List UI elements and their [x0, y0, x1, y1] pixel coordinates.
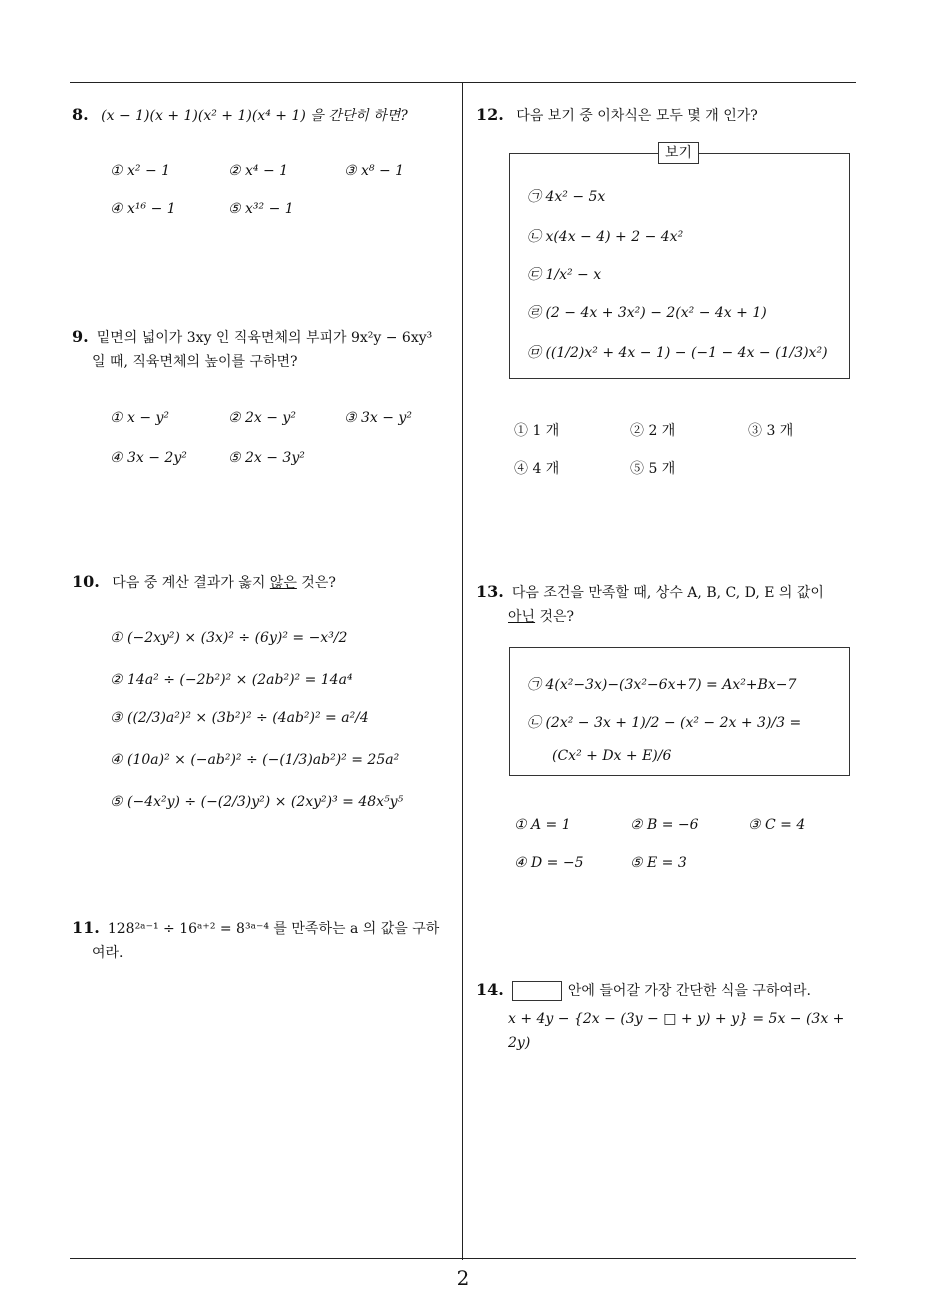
question-stem-line1: 다음 조건을 만족할 때, 상수 A, B, C, D, E 의 값이: [511, 585, 824, 601]
option-4[interactable]: ④ D = −5: [514, 855, 584, 871]
stem-underlined: 않은: [269, 575, 297, 591]
bogi-item-5: ㉤ ((1/2)x² + 4x − 1) − (−1 − 4x − (1/3)x²): [527, 345, 828, 361]
option-2[interactable]: ② 14a² ÷ (−2b²)² × (2ab²)² = 14a⁴: [110, 672, 353, 688]
question-12: [476, 103, 758, 128]
question-9: [72, 325, 457, 374]
option-3[interactable]: ③ 3x − y²: [344, 410, 412, 426]
option-3[interactable]: ③ 3 개: [748, 423, 794, 439]
question-11: [72, 916, 457, 965]
option-1[interactable]: ① A = 1: [514, 817, 571, 833]
option-4[interactable]: ④ (10a)² × (−ab²)² ÷ (−(1/3)ab²)² = 25a²: [110, 752, 400, 768]
option-5[interactable]: ⑤ (−4x²y) ÷ (−(2/3)y²) × (2xy²)³ = 48x⁵y⁵: [110, 794, 404, 810]
option-5[interactable]: ⑤ E = 3: [630, 855, 687, 871]
option-2[interactable]: ② 2x − y²: [228, 410, 296, 426]
question-equation: x + 4y − {2x − (3y − □ + y) + y} = 5x − (3x + 2y): [508, 1011, 845, 1051]
option-1[interactable]: ① x − y²: [110, 410, 170, 426]
top-rule: [70, 82, 856, 83]
condition-item-2: ㉡ (2x² − 3x + 1)/2 − (x² − 2x + 3)/3 =: [527, 715, 802, 731]
question-10: [72, 570, 336, 595]
option-4[interactable]: ④ x¹⁶ − 1: [110, 201, 176, 217]
option-3[interactable]: ③ ((2/3)a²)² × (3b²)² ÷ (4ab²)² = a²/4: [110, 710, 369, 726]
question-number: 11.: [72, 918, 100, 937]
question-number: 12.: [476, 105, 504, 124]
question-number: 9.: [72, 327, 89, 346]
bogi-item-2: ㉡ x(4x − 4) + 2 − 4x²: [527, 229, 684, 245]
question-stem: 안에 들어갈 가장 간단한 식을 구하여라.: [567, 983, 811, 999]
question-8: [72, 103, 408, 128]
page-number: 2: [456, 1266, 470, 1290]
answer-blank-box: [512, 981, 562, 1001]
bogi-item-1: ㉠ 4x² − 5x: [527, 189, 606, 205]
condition-item-2-continued: (Cx² + Dx + E)/6: [552, 748, 672, 764]
option-3[interactable]: ③ C = 4: [748, 817, 806, 833]
question-number: 14.: [476, 980, 504, 999]
option-1[interactable]: ① 1 개: [514, 423, 560, 439]
bogi-item-4: ㉣ (2 − 4x + 3x²) − 2(x² − 4x + 1): [527, 305, 767, 321]
option-4[interactable]: ④ 3x − 2y²: [110, 450, 187, 466]
stem-post: 것은?: [535, 609, 575, 625]
question-number: 13.: [476, 582, 504, 601]
stem-underlined: 아닌: [508, 609, 536, 625]
question-14: [476, 978, 861, 1055]
bogi-item-3: ㉢ 1/x² − x: [527, 267, 602, 283]
option-5[interactable]: ⑤ 5 개: [630, 461, 676, 477]
bottom-rule: [70, 1258, 856, 1259]
option-2[interactable]: ② x⁴ − 1: [228, 163, 289, 179]
question-stem: 다음 보기 중 이차식은 모두 몇 개 인가?: [516, 108, 758, 124]
option-1[interactable]: ① x² − 1: [110, 163, 171, 179]
question-number: 8.: [72, 105, 89, 124]
question-stem-line1: 128²ᵃ⁻¹ ÷ 16ᵃ⁺² = 8³ᵃ⁻⁴ 를 만족하는 a 의 값을 구하: [107, 921, 440, 937]
stem-post: 것은?: [296, 575, 336, 591]
question-13: [476, 580, 861, 629]
option-5[interactable]: ⑤ 2x − 3y²: [228, 450, 305, 466]
question-stem: (x − 1)(x + 1)(x² + 1)(x⁴ + 1) 을 간단히 하면?: [101, 108, 408, 124]
option-1[interactable]: ① (−2xy²) × (3x)² ÷ (6y)² = −x³/2: [110, 630, 348, 646]
option-4[interactable]: ④ 4 개: [514, 461, 560, 477]
question-number: 10.: [72, 572, 100, 591]
question-stem-line1: 밑면의 넓이가 3xy 인 직육면체의 부피가 9x²y − 6xy³: [96, 330, 433, 346]
option-2[interactable]: ② 2 개: [630, 423, 676, 439]
option-3[interactable]: ③ x⁸ − 1: [344, 163, 405, 179]
question-stem-line2: 여라.: [92, 945, 124, 961]
stem-pre: 다음 중 계산 결과가 옳지: [112, 575, 270, 591]
bogi-label: 보기: [658, 142, 699, 164]
question-stem-line2: 일 때, 직육면체의 높이를 구하면?: [92, 354, 298, 370]
condition-item-1: ㉠ 4(x²−3x)−(3x²−6x+7) = Ax²+Bx−7: [527, 677, 797, 693]
column-divider: [462, 83, 463, 1260]
option-5[interactable]: ⑤ x³² − 1: [228, 201, 294, 217]
option-2[interactable]: ② B = −6: [630, 817, 699, 833]
